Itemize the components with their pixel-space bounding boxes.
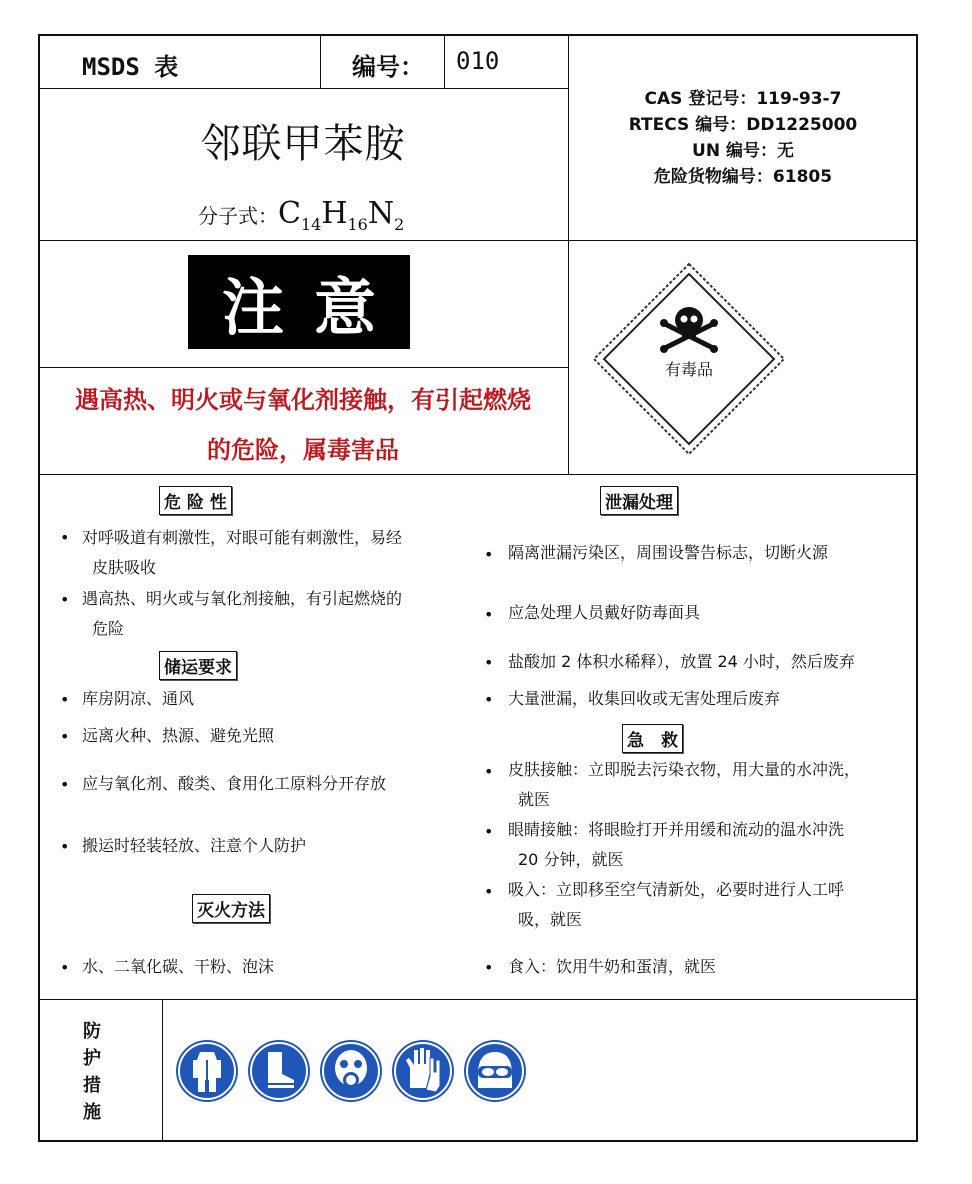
divider: [38, 999, 918, 1000]
molecular-formula: $C_{14}H_{16}N_2$: [278, 196, 405, 234]
dangerous-goods-number: 危险货物编号：61805: [653, 167, 833, 187]
list-item: 库房阴凉、通风: [82, 689, 195, 708]
protective-suit-icon: [176, 1040, 238, 1102]
list-item: 眼睛接触：将眼睑打开并用缓和流动的温水冲洗 20 分钟，就医: [508, 820, 845, 869]
list-item: 吸入：立即移至空气清新处，必要时进行人工呼 吸，就医: [508, 880, 845, 929]
list-item: 盐酸加 2 体积水稀释），放置 24 小时，然后废弃: [508, 652, 855, 671]
un-number: UN 编号：无: [692, 141, 794, 161]
storage-section-title: 储运要求: [159, 651, 237, 680]
first-aid-section-title: 急 救: [622, 724, 683, 753]
bullet: •: [484, 605, 494, 624]
divider: [162, 999, 163, 1142]
protection-label: 防 护 措 施: [83, 1021, 101, 1123]
divider: [320, 34, 321, 88]
safety-boots-icon: [248, 1040, 310, 1102]
list-item: 应与氧化剂、酸类、食用化工原料分开存放: [82, 774, 387, 793]
respirator-mask-icon: [320, 1040, 382, 1102]
list-item: 对呼吸道有刺激性，对眼可能有刺激性，易经 皮肤吸收: [82, 528, 403, 577]
list-item: 大量泄漏，收集回收或无害处理后废弃: [508, 689, 781, 708]
bullet: •: [60, 837, 70, 856]
safety-goggles-icon: [464, 1040, 526, 1102]
substance-name: 邻联甲苯胺: [200, 121, 406, 167]
hazard-statement-line2: 的危险，属毒害品: [207, 436, 399, 464]
divider: [38, 367, 568, 368]
signal-word: 注意: [188, 255, 410, 349]
bullet: •: [60, 528, 70, 547]
formula-row: [198, 196, 404, 234]
fire-section-title: 灭火方法: [192, 894, 270, 923]
rtecs-number: RTECS 编号：DD1225000: [628, 115, 858, 135]
toxic-pictogram: [592, 262, 786, 460]
divider: [38, 474, 918, 475]
bullet: •: [484, 653, 494, 672]
list-item: 水、二氧化碳、干粉、泡沫: [82, 957, 275, 976]
bullet: •: [484, 882, 494, 901]
hazard-statement-line1: 遇高热、明火或与氧化剂接触，有引起燃烧: [75, 386, 531, 414]
formula-label: 分子式：: [198, 204, 278, 228]
divider: [38, 88, 568, 89]
bullet: •: [60, 775, 70, 794]
form-label: MSDS 表: [82, 53, 179, 81]
bullet: •: [60, 690, 70, 709]
bullet: •: [484, 762, 494, 781]
leak-section-title: 泄漏处理: [600, 486, 678, 515]
list-item: 遇高热、明火或与氧化剂接触，有引起燃烧的 危险: [82, 589, 403, 638]
hazard-section-title: 危 险 性: [159, 486, 232, 515]
bullet: •: [60, 590, 70, 609]
list-item: 皮肤接触：立即脱去污染衣物，用大量的水冲洗， 就医: [508, 760, 861, 809]
list-item: 搬运时轻装轻放、注意个人防护: [82, 836, 307, 855]
bullet: •: [60, 727, 70, 746]
pictogram-label: 有毒品: [664, 360, 713, 379]
cas-number: CAS 登记号：119-93-7: [644, 89, 842, 109]
list-item: 隔离泄漏污染区，周围设警告标志，切断火源: [508, 543, 829, 562]
identifiers: [568, 86, 918, 190]
list-item: 应急处理人员戴好防毒面具: [508, 603, 701, 622]
bullet: •: [484, 545, 494, 564]
divider: [444, 34, 445, 88]
number-value: 010: [456, 47, 500, 75]
number-label: 编号：: [352, 53, 424, 81]
divider: [38, 240, 918, 241]
bullet: •: [484, 690, 494, 709]
list-item: 食入：饮用牛奶和蛋清，就医: [508, 957, 717, 976]
bullet: •: [484, 958, 494, 977]
bullet: •: [484, 822, 494, 841]
list-item: 远离火种、热源、避免光照: [82, 726, 275, 745]
protective-gloves-icon: [392, 1040, 454, 1102]
bullet: •: [60, 958, 70, 977]
